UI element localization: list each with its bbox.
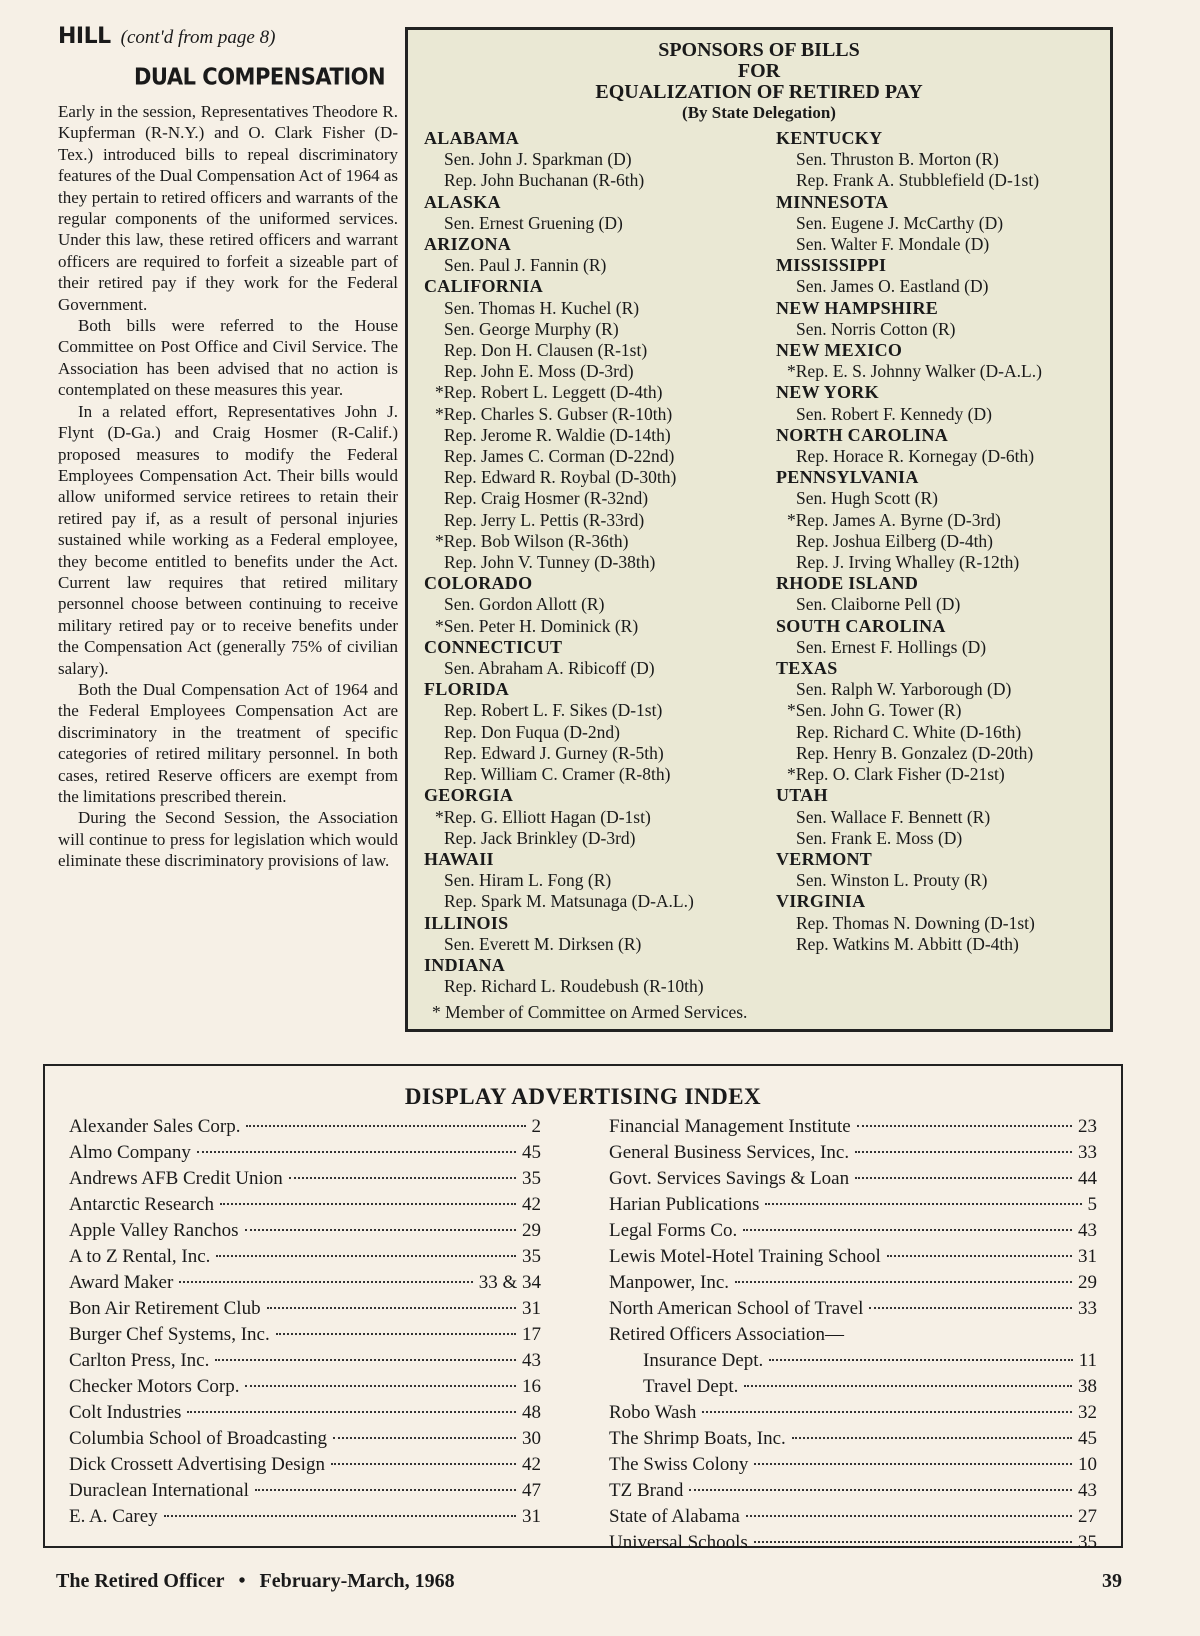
sponsor-name: Sen. Abraham A. Ribicoff (D) [444, 658, 655, 679]
ad-page-number: 43 [1078, 1220, 1097, 1241]
dot-leader [255, 1489, 516, 1491]
sponsor-name: Rep. Joshua Eilberg (D-4th) [796, 530, 994, 551]
issue-date: February-March, 1968 [259, 1570, 455, 1592]
advertiser-name: The Swiss Colony [609, 1454, 749, 1475]
sponsor-name: Sen. Paul J. Fannin (R) [444, 255, 607, 276]
advertiser-name: Duraclean International [69, 1480, 249, 1501]
article-body [58, 101, 398, 872]
dot-leader [220, 1203, 516, 1205]
ad-page-number: 47 [522, 1480, 541, 1501]
ad-page-number: 29 [522, 1220, 541, 1241]
sponsor-name: Rep. Spark M. Matsunaga (D-A.L.) [444, 891, 694, 912]
dot-leader [331, 1463, 516, 1465]
sponsor-name: Sen. Walter F. Mondale (D) [796, 234, 990, 255]
advertiser-name: Apple Valley Ranchos [69, 1220, 239, 1241]
state-heading: MINNESOTA [776, 191, 889, 212]
dot-leader [765, 1203, 1081, 1205]
ad-index-entry [69, 1374, 541, 1400]
dot-leader [702, 1411, 1072, 1413]
sponsor-name: Rep. Robert L. F. Sikes (D-1st) [444, 700, 663, 721]
footer-publication [56, 1570, 455, 1593]
sponsor-name: Sen. Gordon Allott (R) [444, 594, 605, 615]
dot-leader [743, 1229, 1072, 1231]
advertiser-name: State of Alabama [609, 1506, 740, 1527]
sponsors-title-line: EQUALIZATION OF RETIRED PAY [595, 81, 923, 103]
sponsor-name: Sen. Thomas H. Kuchel (R) [444, 297, 640, 318]
ad-page-number: 27 [1078, 1506, 1097, 1527]
ad-index-entry [69, 1296, 541, 1322]
advertiser-name: Alexander Sales Corp. [69, 1116, 241, 1137]
ad-page-number: 32 [1078, 1402, 1097, 1423]
advertiser-name: Govt. Services Savings & Loan [609, 1168, 850, 1189]
advertiser-name: North American School of Travel [609, 1298, 864, 1319]
dot-leader [744, 1385, 1072, 1387]
sponsor-name: Rep. John E. Moss (D-3rd) [444, 361, 634, 382]
ad-index-entry [609, 1530, 1097, 1556]
footer-bullet: • [238, 1570, 246, 1592]
dot-leader [187, 1411, 516, 1413]
sponsor-name: Sen. George Murphy (R) [444, 318, 619, 339]
sponsor-name: Sen. Thruston B. Morton (R) [796, 149, 999, 170]
dot-leader [246, 1125, 525, 1127]
sponsor-name: *Rep. Charles S. Gubser (R-10th) [435, 403, 673, 424]
sponsor-name: Rep. Watkins M. Abbitt (D-4th) [796, 933, 1019, 954]
sponsor-name: Sen. Everett M. Dirksen (R) [444, 933, 642, 954]
ad-index-entry [609, 1192, 1097, 1218]
sponsor-name: Rep. Frank A. Stubblefield (D-1st) [796, 170, 1040, 191]
dot-leader [267, 1307, 516, 1309]
dot-leader [215, 1359, 516, 1361]
sponsor-name: Sen. Ernest F. Hollings (D) [796, 636, 987, 657]
ad-page-number: 35 [522, 1246, 541, 1267]
state-heading: UTAH [776, 785, 828, 806]
page-number: 39 [1102, 1570, 1122, 1592]
sponsors-title [408, 40, 1110, 103]
ad-page-number: 45 [522, 1142, 541, 1163]
state-heading: PENNSYLVANIA [776, 467, 919, 488]
dot-leader [857, 1125, 1072, 1127]
advertiser-name: Financial Management Institute [609, 1116, 851, 1137]
ad-index-entry [69, 1322, 541, 1348]
sponsors-box [405, 27, 1113, 1032]
state-heading: ALABAMA [424, 128, 520, 148]
dot-leader [245, 1229, 516, 1231]
state-heading: VIRGINIA [776, 891, 866, 912]
state-heading: KENTUCKY [776, 128, 883, 148]
state-heading: ALASKA [424, 191, 501, 212]
advertiser-name: Andrews AFB Credit Union [69, 1168, 283, 1189]
sponsor-name: Sen. Frank E. Moss (D) [796, 827, 963, 848]
ad-page-number: 33 [1078, 1298, 1097, 1319]
advertiser-name: Colt Industries [69, 1402, 182, 1423]
ad-index-entry [69, 1426, 541, 1452]
article-column [58, 24, 398, 872]
advertiser-name: Dick Crossett Advertising Design [69, 1454, 325, 1475]
ad-index-entry [609, 1166, 1097, 1192]
sponsor-name: Rep. John Buchanan (R-6th) [444, 170, 645, 191]
sponsor-name: Sen. Wallace F. Bennett (R) [796, 806, 991, 827]
sponsor-name: Sen. Norris Cotton (R) [796, 318, 956, 339]
ad-index-entry [69, 1504, 541, 1530]
advertiser-name: Retired Officers Association— [609, 1324, 844, 1345]
sponsor-name: Rep. Jerry L. Pettis (R-33rd) [444, 509, 645, 530]
sponsor-name: Sen. Winston L. Prouty (R) [796, 870, 988, 891]
dot-leader [769, 1359, 1072, 1361]
dot-leader [887, 1255, 1072, 1257]
dot-leader [216, 1255, 516, 1257]
sponsor-name: Rep. William C. Cramer (R-8th) [444, 764, 671, 785]
ad-page-number: 42 [522, 1194, 541, 1215]
sponsor-name: Rep. Don H. Clausen (R-1st) [444, 340, 648, 361]
dot-leader [792, 1437, 1072, 1439]
advertiser-name: Checker Motors Corp. [69, 1376, 240, 1397]
ad-index-entry [69, 1270, 541, 1296]
dot-leader [276, 1333, 516, 1335]
state-heading: GEORGIA [424, 785, 514, 806]
sponsor-name: *Rep. E. S. Johnny Walker (D-A.L.) [787, 361, 1042, 382]
ad-index-entry [69, 1166, 541, 1192]
advertising-index [43, 1064, 1123, 1553]
sponsor-name: *Rep. James A. Byrne (D-3rd) [787, 509, 1001, 530]
dot-leader [754, 1541, 1072, 1543]
article-title: DUAL COMPENSATION [134, 63, 386, 91]
state-heading: MISSISSIPPI [776, 255, 887, 276]
sponsor-name: Rep. Jerome R. Waldie (D-14th) [444, 424, 671, 445]
ad-index-entry [609, 1374, 1097, 1400]
sponsor-name: Sen. Eugene J. McCarthy (D) [796, 212, 1004, 233]
ad-index-entry [69, 1478, 541, 1504]
ad-index-entry [609, 1322, 1097, 1348]
ad-index-entry [609, 1114, 1097, 1140]
advertiser-name: The Shrimp Boats, Inc. [609, 1428, 786, 1449]
ad-page-number: 35 [1078, 1532, 1097, 1553]
ad-page-number: 31 [522, 1298, 541, 1319]
ad-page-number: 45 [1078, 1428, 1097, 1449]
sponsors-right-column [776, 128, 1106, 955]
advertiser-name: Lewis Motel-Hotel Training School [609, 1246, 881, 1267]
sponsors-subtitle: (By State Delegation) [682, 103, 836, 122]
ad-page-number: 30 [522, 1428, 541, 1449]
sponsor-name: Sen. Ralph W. Yarborough (D) [796, 679, 1012, 700]
sponsor-name: Sen. Hiram L. Fong (R) [444, 870, 612, 891]
advertiser-name: Burger Chef Systems, Inc. [69, 1324, 270, 1345]
dot-leader [333, 1437, 516, 1439]
state-heading: NEW YORK [776, 382, 879, 403]
state-heading: VERMONT [776, 848, 873, 869]
dot-leader [746, 1515, 1072, 1517]
article-paragraph: Both the Dual Compensation Act of 1964 and the Federal Employees Compensation Act are discriminatory in the treatment of specific categories of retired military personnel. In both cases, retired Reserve officers are exempt from the limitations prescribed therein. [58, 679, 398, 806]
sponsors-title-line: SPONSORS OF BILLS [658, 39, 860, 61]
sponsors-title-line: FOR [737, 60, 781, 82]
publication-name: The Retired Officer [56, 1570, 225, 1592]
ad-page-number: 38 [1078, 1376, 1097, 1397]
state-heading: TEXAS [776, 658, 838, 679]
advertiser-name: Almo Company [69, 1142, 191, 1163]
dot-leader [869, 1307, 1072, 1309]
state-heading: NEW MEXICO [776, 340, 903, 361]
sponsors-footnote: * Member of Committee on Armed Services. [432, 1002, 748, 1022]
ad-index-entry [609, 1426, 1097, 1452]
advertiser-name: Legal Forms Co. [609, 1220, 738, 1241]
ad-index-entry [69, 1114, 541, 1140]
dot-leader [689, 1489, 1072, 1491]
ad-page-number: 11 [1078, 1350, 1097, 1371]
state-heading: CALIFORNIA [424, 276, 544, 297]
sponsor-name: Rep. Horace R. Kornegay (D-6th) [796, 446, 1035, 467]
ad-index-entry [609, 1296, 1097, 1322]
ad-index-right-column [609, 1114, 1097, 1556]
ad-page-number: 35 [522, 1168, 541, 1189]
state-heading: INDIANA [424, 954, 506, 975]
ad-index-entry [69, 1218, 541, 1244]
dot-leader [735, 1281, 1072, 1283]
sponsor-name: Rep. John V. Tunney (D-38th) [444, 552, 656, 573]
sponsor-name: Rep. Thomas N. Downing (D-1st) [796, 912, 1035, 933]
advertiser-name: Universal Schools [609, 1532, 748, 1553]
sponsor-name: Rep. J. Irving Whalley (R-12th) [796, 552, 1020, 573]
ad-page-number: 16 [522, 1376, 541, 1397]
ad-page-number: 44 [1078, 1168, 1097, 1189]
dot-leader [197, 1151, 516, 1153]
dot-leader [289, 1177, 516, 1179]
ad-index-entry [609, 1504, 1097, 1530]
dot-leader [855, 1151, 1072, 1153]
state-heading: RHODE ISLAND [776, 573, 919, 594]
ad-page-number: 23 [1078, 1116, 1097, 1137]
continued-note: (cont'd from page 8) [120, 27, 276, 48]
ad-index-entry [609, 1400, 1097, 1426]
sponsor-name: Rep. Henry B. Gonzalez (D-20th) [796, 742, 1034, 763]
state-heading: ARIZONA [424, 234, 512, 255]
ad-page-number: 31 [1078, 1246, 1097, 1267]
sponsor-name: *Sen. John G. Tower (R) [787, 700, 962, 721]
sponsor-name: Rep. Don Fuqua (D-2nd) [444, 721, 620, 742]
advertiser-name: Insurance Dept. [643, 1350, 764, 1371]
ad-page-number: 42 [522, 1454, 541, 1475]
article-paragraph: During the Second Session, the Association will continue to press for legislation which would eliminate these discriminatory provisions of law. [58, 808, 398, 871]
state-heading: FLORIDA [424, 679, 510, 700]
ad-page-number: 33 [1078, 1142, 1097, 1163]
advertiser-name: Carlton Press, Inc. [69, 1350, 210, 1371]
sponsor-name: Rep. Craig Hosmer (R-32nd) [444, 488, 649, 509]
sponsor-name: Sen. Ernest Gruening (D) [444, 212, 623, 233]
ad-index-entry [69, 1348, 541, 1374]
sponsors-left-column [424, 128, 764, 997]
advertiser-name: Antarctic Research [69, 1194, 215, 1215]
sponsor-name: Rep. Richard C. White (D-16th) [796, 721, 1022, 742]
advertiser-name: Award Maker [69, 1272, 174, 1293]
ad-page-number: 33 & 34 [478, 1272, 541, 1293]
ad-index-entry [69, 1140, 541, 1166]
ad-page-number: 10 [1078, 1454, 1097, 1475]
advertiser-name: Harian Publications [609, 1194, 760, 1215]
ad-page-number: 2 [531, 1116, 541, 1137]
sponsor-name: *Rep. G. Elliott Hagan (D-1st) [435, 806, 651, 827]
advertiser-name: Bon Air Retirement Club [69, 1298, 261, 1319]
advertiser-name: E. A. Carey [69, 1506, 158, 1527]
ad-index-entry [69, 1244, 541, 1270]
ad-page-number: 29 [1078, 1272, 1097, 1293]
ad-index-entry [609, 1244, 1097, 1270]
advertiser-name: General Business Services, Inc. [609, 1142, 850, 1163]
advertiser-name: A to Z Rental, Inc. [69, 1246, 211, 1267]
sponsor-name: Sen. James O. Eastland (D) [796, 276, 989, 297]
dot-leader [754, 1463, 1072, 1465]
advertiser-name: Manpower, Inc. [609, 1272, 730, 1293]
article-kicker: HILL [58, 24, 111, 49]
state-heading: ILLINOIS [424, 912, 509, 933]
sponsor-name: *Rep. Robert L. Leggett (D-4th) [435, 382, 663, 403]
state-heading: CONNECTICUT [424, 636, 563, 657]
advertiser-name: Travel Dept. [643, 1376, 739, 1397]
article-header [58, 24, 398, 49]
sponsor-name: *Rep. O. Clark Fisher (D-21st) [787, 764, 1005, 785]
state-heading: COLORADO [424, 573, 533, 594]
sponsor-name: Rep. James C. Corman (D-22nd) [444, 446, 675, 467]
dot-leader [179, 1281, 472, 1283]
advertiser-name: Robo Wash [609, 1402, 697, 1423]
state-heading: NORTH CAROLINA [776, 424, 949, 445]
ad-index-entry [69, 1192, 541, 1218]
ad-index-entry [609, 1478, 1097, 1504]
sponsor-name: Rep. Edward R. Roybal (D-30th) [444, 467, 677, 488]
article-paragraph: Both bills were referred to the House Committee on Post Office and Civil Service. The Association has been advised that no action is contemplated on these measures this year. [58, 316, 398, 400]
advertiser-name: TZ Brand [609, 1480, 684, 1501]
ad-page-number: 5 [1087, 1194, 1097, 1215]
state-heading: HAWAII [424, 848, 494, 869]
ad-index-entry [609, 1140, 1097, 1166]
sponsor-name: Rep. Jack Brinkley (D-3rd) [444, 827, 636, 848]
state-heading: SOUTH CAROLINA [776, 615, 946, 636]
ad-page-number: 48 [522, 1402, 541, 1423]
ad-index-entry [69, 1452, 541, 1478]
dot-leader [855, 1177, 1072, 1179]
ad-page-number: 17 [522, 1324, 541, 1345]
dot-leader [245, 1385, 516, 1387]
ad-page-number: 43 [522, 1350, 541, 1371]
ad-page-number: 43 [1078, 1480, 1097, 1501]
sponsor-name: *Rep. Bob Wilson (R-36th) [435, 530, 629, 551]
article-paragraph: In a related effort, Representatives John J. Flynt (D-Ga.) and Craig Hosmer (R-Calif.) proposed measures to modify the Federal Employees Compensation Act. Their bills would allow uniformed service retirees to retain their retired pay if, as a result of personal injuries sustained while working as a Federal employee, they become entitled to benefits under the Act. Current law requires that retired military personnel choose between continuing to receive military retired pay or to receive benefits under the Compensation Act (generally 75% of civilian salary). [58, 401, 398, 678]
ad-index-entry [609, 1218, 1097, 1244]
ad-index-entry [609, 1270, 1097, 1296]
sponsor-name: Sen. Hugh Scott (R) [796, 488, 938, 509]
ad-index-entry [609, 1452, 1097, 1478]
article-paragraph: Early in the session, Representatives Theodore R. Kupferman (R-N.Y.) and O. Clark Fisher (D-Tex.) introduced bills to repeal discriminatory features of the Dual Compensation Act of 1964 as they pertain to retired officers and warrants of the regular components of the uniformed services. Under this law, these retired officers and warrant officers are required to forfeit a sizeable part of their retired pay if they work for the Federal Government. [58, 102, 398, 314]
sponsor-name: Rep. Richard L. Roudebush (R-10th) [444, 976, 704, 997]
ad-index-entry [69, 1400, 541, 1426]
ad-index-title: DISPLAY ADVERTISING INDEX [404, 1084, 762, 1109]
advertiser-name: Columbia School of Broadcasting [69, 1428, 328, 1449]
sponsor-name: Sen. Claiborne Pell (D) [796, 594, 961, 615]
sponsor-name: Sen. John J. Sparkman (D) [444, 149, 632, 170]
sponsor-name: Sen. Robert F. Kennedy (D) [796, 403, 992, 424]
sponsor-name: Rep. Edward J. Gurney (R-5th) [444, 742, 664, 763]
dot-leader [164, 1515, 516, 1517]
sponsor-name: *Sen. Peter H. Dominick (R) [435, 615, 639, 636]
ad-index-left-column [69, 1114, 541, 1530]
state-heading: NEW HAMPSHIRE [776, 297, 939, 318]
ad-page-number: 31 [522, 1506, 541, 1527]
ad-index-entry [609, 1348, 1097, 1374]
